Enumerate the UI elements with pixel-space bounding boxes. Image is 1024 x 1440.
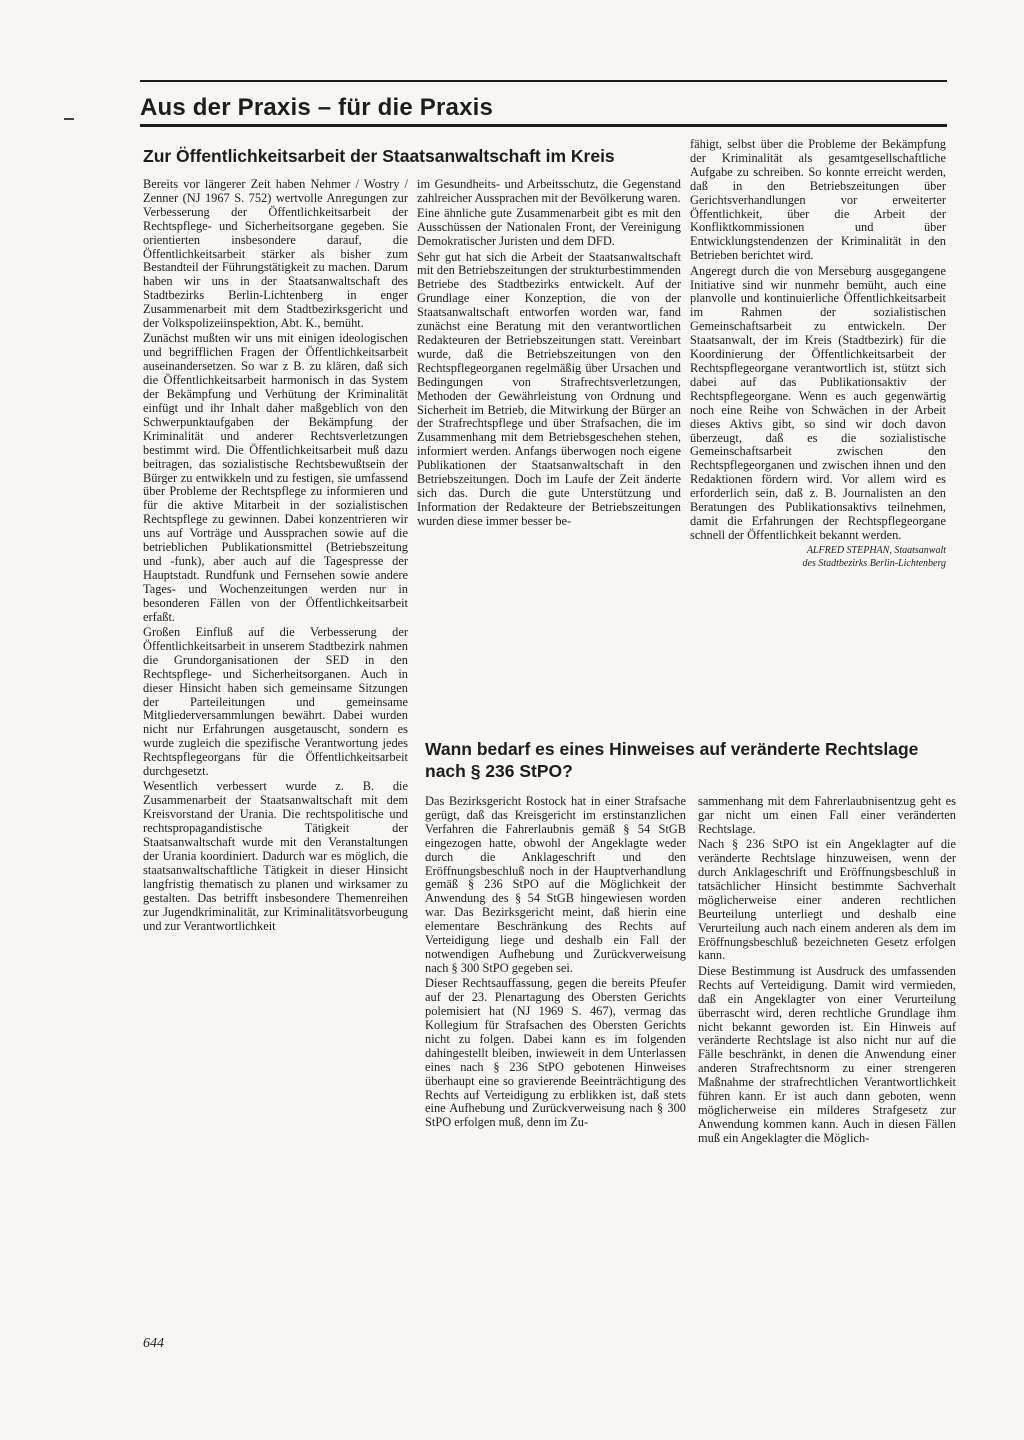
article1-col3-paragraph: fähigt, selbst über die Probleme der Bekämpfung der Kriminalität als gesamtgesellschaftliche Aufgabe zu schreiben. So konnte erreicht werden, daß in den Betriebszeitungen über Gerichtsverhandlungen vor erweiterter Öffentlichkeit, über die Arbeit der Konfliktkommissionen und über Entwicklungstendenzen der Kriminalität in den Betrieben berichtet wird. xyxy=(690,137,946,263)
header-rule-top xyxy=(140,80,947,82)
article1-col2-paragraph: Sehr gut hat sich die Arbeit der Staatsanwaltschaft mit den Betriebszeitungen der strukturbestimmenden Betriebe des Stadtbezirks entwickelt. Auf der Grundlage einer Konzeption, die von der Staatsanwaltschaft entworfen worden war, fand zunächst eine Beratung mit den verantwortlichen Redakteuren der Betriebszeitungen statt. Vereinbart wurde, daß die Betriebszeitungen von den Rechtspflegeorganen regelmäßig über Ursachen und Bedingungen von Strafrechtsverletzungen, Methoden der Gewährleistung von Ordnung und Sicherheit im Betrieb, die Mitwirkung der Bürger an der Strafrechtspflege und über Strafsachen, die im Zusammenhang mit dem Betriebsgeschehen stehen, informiert werden. Anfangs überwogen noch eigene Publikationen der Staatsanwaltschaft in den Betriebszeitungen. Doch im Laufe der Zeit änderte sich das. Durch die gute Unterstützung und Information der Redakteure der Betriebszeitungen wurden diese immer besser be- xyxy=(417,249,681,528)
page-number: 644 xyxy=(143,1336,164,1351)
article1-col1-paragraph: Zunächst mußten wir uns mit einigen ideologischen und begrifflichen Fragen der Öffentlichkeitsarbeit auseinandersetzen. So war z B. zu klären, daß sich die Öffentlichkeitsarbeit harmonisch in das System der Bekämpfung und Verhütung der Kriminalität einfügt und ihr Inhalt daher maßgeblich von den Schwerpunktaufgaben der Bekämpfung der Kriminalität und anderer Rechtsverletzungen bestimmt wird. Die Öffentlichkeitsarbeit muß dazu beitragen, das sozialistische Rechtsbewußtsein der Bürger zu entwikkeln und zu festigen, sie umfassend über Probleme der Rechtspflege zu informieren und für die aktive Mitarbeit in der sozialistischen Rechtspflege zu gewinnen. Dabei konzentrieren wir uns auf Vorträge und Aussprachen sowie auf die betrieblichen Publikationsmittel (Betriebszeitung und -funk), aber auch auf die Tagespresse der Hauptstadt. Rundfunk und Fernsehen sowie andere Tages- und Wochenzeitungen werden nur in besonderen Fällen von der Öffentlichkeitsarbeit erfaßt. xyxy=(143,331,408,624)
article2-col2-paragraph: Diese Bestimmung ist Ausdruck des umfassenden Rechts auf Verteidigung. Damit wird vermieden, daß ein Angeklagter von einer Verurteilung überrascht wird, deren rechtliche Grundlage ihm nicht bekannt geworden ist. Ein Hinweis auf veränderte Rechtslage ist also nicht nur auf die Fälle beschränkt, in denen die Anwendung einer anderen Strafrechtsnorm zu einer strengeren Maßnahme der strafrechtlichen Verantwortlichkeit führen kann. Er ist auch dann geboten, wenn möglicherweise ein milderes Strafgesetz zur Anwendung kommen kann. Auch in diesen Fällen muß ein Angeklagter die Möglich- xyxy=(698,963,956,1145)
article2-column-2 xyxy=(698,795,956,1147)
article2-title xyxy=(425,738,950,782)
article1-column-2 xyxy=(417,178,681,530)
article2-column-1 xyxy=(425,795,686,1132)
article2-col2-paragraph: sammenhang mit dem Fahrerlaubnisentzug geht es gar nicht um einen Fall einer veränderten Rechtslage. xyxy=(698,794,956,836)
article1-col1-paragraph: Bereits vor längerer Zeit haben Nehmer / Wostry / Zenner (NJ 1967 S. 752) wertvolle Anregungen zur Verbesserung der Öffentlichkeitsarbeit der Rechtspflege- und Sicherheitsorgane gegeben. Sie orientierten insbesondere darauf, die Öffentlichkeitsarbeit stärker als bisher zum Bestandteil der Führungstätigkeit zu machen. Darum haben wir uns in der Staatsanwaltschaft des Stadtbezirks Berlin-Lichtenberg in enger Zusammenarbeit mit dem Stadtbezirksgericht und der Volkspolizeiinspektion, Abt. K., bemüht. xyxy=(143,177,408,331)
article1-column-1 xyxy=(143,178,408,935)
section-title: Aus der Praxis – für die Praxis xyxy=(140,94,494,121)
article1-signature-name: ALFRED STEPHAN, Staatsanwalt xyxy=(806,544,946,556)
scan-mark xyxy=(64,118,74,120)
header-rule-bottom xyxy=(140,124,947,127)
article1-col3-paragraph: Angeregt durch die von Merseburg ausgegangene Initiative sind wir nunmehr bemüht, auch eine planvolle und kontinuierliche Öffentlichkeitsarbeit im Rahmen der sozialistischen Gemeinschaftsarbeit zu entwickeln. Der Staatsanwalt, der im Kreis (Stadtbezirk) für die Koordinierung der Öffentlichkeitsarbeit der Rechtspflegeorgane verantwortlich ist, stützt sich dabei auf das Publikationsaktiv der Rechtspflegeorgane. Wenn es auch gegenwärtig noch eine Reihe von Schwächen in der Arbeit dieses Aktivs gibt, so sind wir doch davon überzeugt, daß es die sozialistische Gemeinschaftsarbeit zwischen den Rechtspflegeorganen und zwischen ihnen und den Redaktionen fördern wird. Vor allem wird es erforderlich sein, daß z. B. Journalisten an den Beratungen des Publikationsaktivs teilnehmen, damit die Erfahrungen der Rechtspflegeorgane schnell der Öffentlichkeit bekannt werden. xyxy=(690,263,946,542)
article2-col2-paragraph: Nach § 236 StPO ist ein Angeklagter auf die veränderte Rechtslage hinzuweisen, wenn der durch Anklageschrift und Eröffnungsbeschluß in tatsächlicher Hinsicht bestimmte Sachverhalt möglicherweise einer anderen rechtlichen Beurteilung unterliegt und deshalb eine Verurteilung auch nach einem anderen als dem im Eröffnungsbeschluß bezeichneten Gesetz erfolgen kann. xyxy=(698,837,956,963)
article1-column-3 xyxy=(690,138,946,572)
article1-col1-paragraph: Großen Einfluß auf die Verbesserung der Öffentlichkeitsarbeit in unserem Stadtbezirk nahmen die Grundorganisationen der SED in den Rechtspflege- und Sicherheitsorganen. Auch in dieser Hinsicht haben sich gemeinsame Sitzungen der Parteileitungen und gemeinsame Mitgliederversammlungen bewährt. Dabei wurden nicht nur Erfahrungen ausgetauscht, sondern es wurde zugleich die spezifische Verantwortung jedes Rechtspflegeorgans für die Öffentlichkeitsarbeit durchgesetzt. xyxy=(143,625,408,779)
article1-col2-paragraph: im Gesundheits- und Arbeitsschutz, die Gegenstand zahlreicher Aussprachen mit der Bevölkerung waren. xyxy=(417,177,681,205)
article2-col1-paragraph: Das Bezirksgericht Rostock hat in einer Strafsache gerügt, daß das Kreisgericht im erstinstanzlichen Verfahren die Fahrerlaubnis gemäß § 54 StGB eingezogen hatte, obwohl der Angeklagte weder durch die Anklageschrift und den Eröffnungsbeschluß noch in der Hauptverhandlung gemäß § 236 StPO auf die Möglichkeit der Anwendung des § 54 StGB hingewiesen worden war. Das Bezirksgericht meint, daß hierin eine elementare Beschränkung des Rechts auf Verteidigung liege und deshalb ein Fall der notwendigen Aufhebung und Zurückverweisung nach § 300 StPO gegeben sei. xyxy=(425,794,686,975)
article1-col2-paragraph: Eine ähnliche gute Zusammenarbeit gibt es mit den Ausschüssen der Nationalen Front, der Vereinigung Demokratischer Juristen und dem DFD. xyxy=(417,206,681,249)
article1-col1-paragraph: Wesentlich verbessert wurde z. B. die Zusammenarbeit der Staatsanwaltschaft mit dem Kreisvorstand der Urania. Die rechtspolitische und rechtspropagandistische Tätigkeit der Staatsanwaltschaft wurde mit den Veranstaltungen der Urania koordiniert. Dadurch war es möglich, die staatsanwaltschaftliche Tätigkeit in dieser Hinsicht langfristig thematisch zu planen und wirksamer zu gestalten. Das betrifft insbesondere Themenreihen zur Jugendkriminalität, zur Kriminalitätsvorbeugung und zur Verantwortlichkeit xyxy=(143,779,408,933)
article1-title: Zur Öffentlichkeitsarbeit der Staatsanwaltschaft im Kreis xyxy=(143,146,615,166)
article2-title-line2: nach § 236 StPO? xyxy=(425,761,573,781)
article2-title-line1: Wann bedarf es eines Hinweises auf veränderte Rechtslage xyxy=(425,739,919,759)
article1-signature-office: des Stadtbezirks Berlin-Lichtenberg xyxy=(802,558,946,570)
article2-col1-paragraph: Dieser Rechtsauffassung, gegen die bereits Pfeufer auf der 23. Plenartagung des Obersten Gerichts polemisiert hat (NJ 1969 S. 467), vermag das Kollegium für Strafsachen des Obersten Gerichts nicht zu folgen. Dabei kann es im folgenden dahingestellt bleiben, inwieweit in dem Unterlassen eines nach § 236 StPO gebotenen Hinweises überhaupt eine so gravierende Beeinträchtigung des Rechts auf Verteidigung zu erblikken ist, daß stets eine Aufhebung und Zurückverweisung nach § 300 StPO erfolgen muß, denn im Zu- xyxy=(425,976,686,1130)
